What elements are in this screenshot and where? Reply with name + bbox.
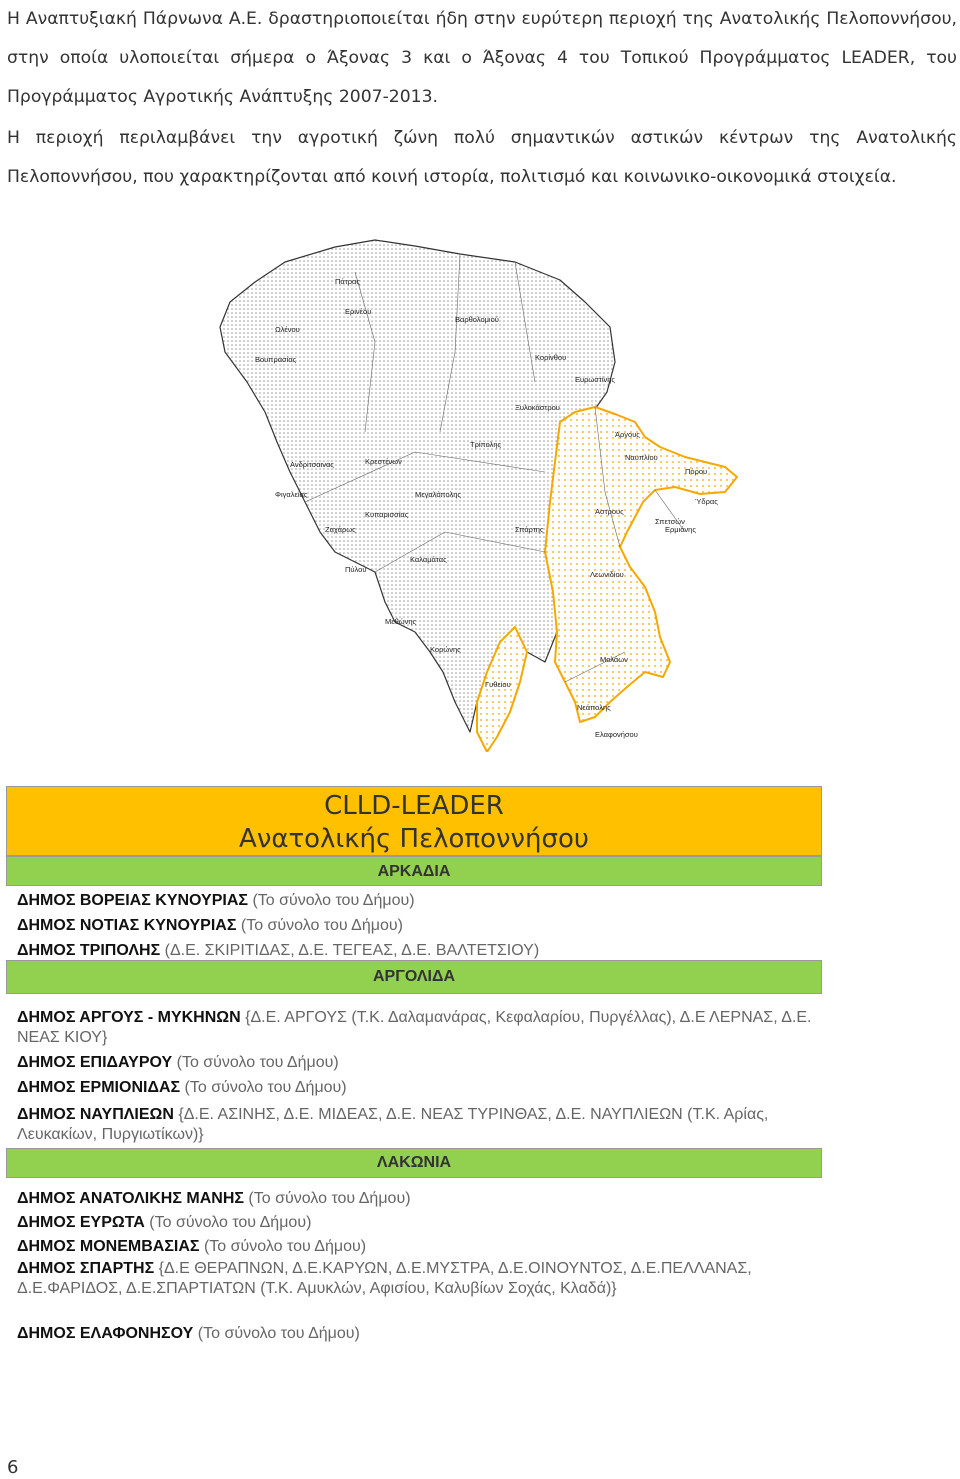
map-place-label: Ερινέου: [345, 307, 372, 316]
municipality-entry: ΔΗΜΟΣ ΕΛΑΦΟΝΗΣΟΥ (Το σύνολο του Δήμου): [17, 1325, 360, 1342]
map-place-label: Κυπαρισσίας: [365, 510, 409, 519]
map-place-label: Φιγαλείας: [275, 490, 308, 499]
map-place-label: Μεγαλόπολης: [415, 490, 462, 499]
region-header-arcadia: ΑΡΚΑΔΙΑ: [6, 856, 822, 886]
map-place-label: Βαρθολομιού: [455, 315, 499, 324]
map-place-label: Γυθείου: [485, 680, 511, 689]
map-place-label: Πύλου: [345, 565, 367, 574]
map-place-label: Βουπρασίας: [255, 355, 297, 364]
municipality-entry: ΔΗΜΟΣ ΤΡΙΠΟΛΗΣ (Δ.Ε. ΣΚΙΡΙΤΙΔΑΣ, Δ.Ε. ΤΕΓΕΑΣ, Δ.Ε. ΒΑΛΤΕΤΣΙΟΥ): [17, 942, 540, 959]
map-place-label: Ζαχάρως: [325, 525, 356, 534]
municipality-entry: ΔΗΜΟΣ ΣΠΑΡΤΗΣ {Δ.Ε ΘΕΡΑΠΝΩΝ, Δ.Ε.ΚΑΡΥΩΝ, Δ.Ε.ΜΥΣΤΡΑ, Δ.Ε.ΟΙΝΟΥΝΤΟΣ, Δ.Ε.ΠΕΛΛΑΝΑΣ, Δ.Ε.ΦΑΡΙΔΟΣ, Δ.Ε.ΣΠΑΡΤΙΑΤΩΝ (Τ.Κ. Αμυκλών, Αφισίου, Καλυβίων Σοχάς, Κλαδά)}: [17, 1260, 752, 1297]
municipality-entry: ΔΗΜΟΣ ΑΝΑΤΟΛΙΚΗΣ ΜΑΝΗΣ (Το σύνολο του Δήμου): [17, 1190, 411, 1207]
intro-text: [7, 0, 957, 197]
map-place-label: Κορίνθου: [535, 353, 567, 362]
intro-paragraph-1: Η Αναπτυξιακή Πάρνωνα Α.Ε. δραστηριοποιείται ήδη στην ευρύτερη περιοχή της Ανατολικής Πελοποννήσου, στην οποία υλοποιείται σήμερα ο Άξονας 3 και ο Άξονας 4 του Τοπικού Προγράμματος LEADER, του Προγράμματος Αγροτικής Ανάπτυξης 2007-2013.: [7, 9, 957, 107]
municipality-entry: ΔΗΜΟΣ ΑΡΓΟΥΣ - ΜΥΚΗΝΩΝ {Δ.Ε. ΑΡΓΟΥΣ (Τ.Κ. Δαλαμανάρας, Κεφαλαρίου, Πυργέλλας), Δ.Ε ΛΕΡΝΑΣ, Δ.Ε. ΝΕΑΣ ΚΙΟΥ}: [17, 1009, 812, 1046]
map-place-label: Ναυπλίου: [625, 453, 658, 462]
region-header-lakonia: ΛΑΚΩΝΙΑ: [6, 1148, 822, 1178]
municipality-entry: ΔΗΜΟΣ ΕΥΡΩΤΑ (Το σύνολο του Δήμου): [17, 1214, 312, 1231]
map-place-label: Κρεστένων: [365, 457, 402, 466]
map-place-label: Ευρωστίνης: [575, 375, 616, 384]
map-place-label: Αστρους: [595, 507, 624, 516]
map-place-label: Ανδρίτσαινας: [290, 460, 334, 469]
map-place-label: Ωλένου: [275, 325, 300, 334]
municipality-entry: ΔΗΜΟΣ ΒΟΡΕΙΑΣ ΚΥΝΟΥΡΙΑΣ (Το σύνολο του Δήμου): [17, 892, 415, 909]
map-place-label: Ερμιόνης: [665, 525, 696, 534]
municipality-entry: ΔΗΜΟΣ ΜΟΝΕΜΒΑΣΙΑΣ (Το σύνολο του Δήμου): [17, 1238, 367, 1255]
region-entries-arcadia: [6, 886, 822, 960]
map-place-label: Σπετσών: [655, 517, 685, 526]
map-place-label: Λεωνιδίου: [590, 570, 624, 579]
map-place-label: Μολάων: [600, 655, 628, 664]
page-number: 6: [7, 1457, 19, 1478]
map-place-label: Τρίπολης: [470, 440, 502, 449]
intro-paragraph-2: Η περιοχή περιλαμβάνει την αγροτική ζώνη πολύ σημαντικών αστικών κέντρων της Ανατολικής Πελοποννήσου, που χαρακτηρίζονται από κοινή ιστορία, πολιτισμό και κοινωνικο-οικονομικά στοιχεία.: [7, 128, 957, 187]
clld-title: [6, 786, 822, 856]
region-entries-argolida: [6, 994, 822, 1148]
clld-title-line1: CLLD-LEADER: [324, 791, 504, 821]
municipality-entry: ΔΗΜΟΣ ΝΟΤΙΑΣ ΚΥΝΟΥΡΙΑΣ (Το σύνολο του Δήμου): [17, 917, 403, 934]
clld-leader-table: [6, 786, 822, 1344]
map-place-label: Ύδρας: [695, 497, 718, 506]
map-place-label: Σπάρτης: [515, 525, 544, 534]
map-place-label: Κορώνης: [430, 645, 461, 654]
region-header-argolida: ΑΡΓΟΛΙΔΑ: [6, 960, 822, 994]
municipality-entry: ΔΗΜΟΣ ΕΡΜΙΟΝΙΔΑΣ (Το σύνολο του Δήμου): [17, 1079, 347, 1096]
municipality-entry: ΔΗΜΟΣ ΝΑΥΠΛΙΕΩΝ {Δ.Ε. ΑΣΙΝΗΣ, Δ.Ε. ΜΙΔΕΑΣ, Δ.Ε. ΝΕΑΣ ΤΥΡΙΝΘΑΣ, Δ.Ε. ΝΑΥΠΛΙΕΩΝ (Τ.Κ. Αρίας, Λευκακίων, Πυργιωτίκων)}: [17, 1106, 769, 1143]
map-place-label: Καλαμάτας: [410, 555, 447, 564]
map-place-label: Άργους: [615, 430, 640, 439]
clld-title-line2: Ανατολικής Πελοποννήσου: [239, 824, 589, 854]
map-place-label: Ελαφονήσου: [595, 730, 638, 739]
municipality-entry: ΔΗΜΟΣ ΕΠΙΔΑΥΡΟΥ (Το σύνολο του Δήμου): [17, 1054, 339, 1071]
map-place-label: Πάτρας: [335, 277, 360, 286]
region-entries-lakonia: [6, 1178, 822, 1344]
map-place-label: Ξυλοκάστρου: [515, 403, 560, 412]
map-place-label: Νεάπολης: [577, 703, 611, 712]
map-place-label: Πόρου: [685, 467, 708, 476]
map-place-label: Μεθώνης: [385, 617, 417, 626]
peloponnese-map: [215, 232, 760, 752]
